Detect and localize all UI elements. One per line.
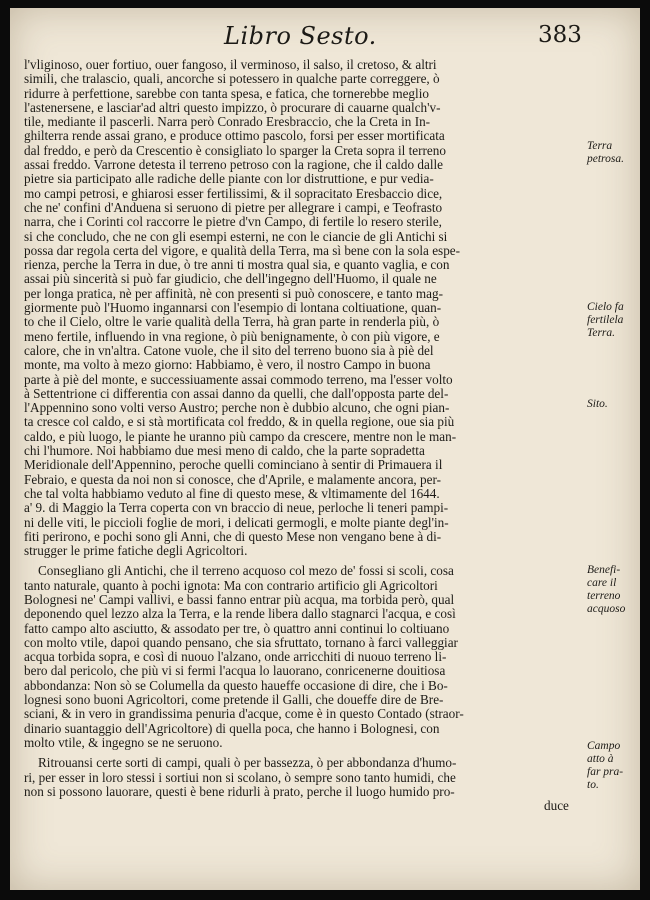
- margin-note-line: acquoso: [587, 603, 626, 615]
- text-line: si che concludo, che ne con gli esempi esterni, ne con le ciancie de gli Antichi si: [24, 229, 448, 244]
- margin-note-line: care il: [587, 577, 617, 589]
- text-line: giormente può l'Huomo ingannarsi con l'esempio di lontana coltiuatione, quan-: [24, 301, 442, 316]
- margin-note-line: fertilela: [587, 314, 624, 326]
- text-line: bero dal pericolo, che più vi si fermi l'acqua lo lauorano, conricenerne douitiosa: [24, 664, 446, 679]
- margin-note-line: Terra.: [587, 327, 616, 339]
- text-line: Consegliano gli Antichi, che il terreno acquoso col mezo de' fossi si scoli, cosa: [38, 564, 454, 579]
- text-line: a' 9. di Maggio la Terra coperta con vn braccio di neue, perloche li teneri pampi-: [24, 501, 449, 516]
- text-line: à Settentrione ci differentia con assai danno da quelli, che dall'opposta parte del-: [24, 386, 449, 401]
- margin-note-sito: [587, 398, 639, 411]
- margin-note-line: Benefi-: [587, 564, 621, 576]
- text-line: monte, ma volto à mezo giorno: Habbiamo, è vero, il nostro Campo in buona: [24, 358, 431, 373]
- running-head-title: Libro Sesto.: [224, 22, 377, 50]
- text-line: Meridionale dell'Appennino, peroche quelli cominciano à sentir di Primauera il: [24, 458, 443, 473]
- text-line: ghilterra rende assai grano, e produce ottimo pascolo, forsi per esser mortificata: [24, 129, 445, 144]
- text-line: che tal volta habbiamo veduto al fine di questo mese, & vltimamente del 1644.: [24, 486, 440, 501]
- text-line: Febraio, e questa da noi non si conosce, che d'Aprile, e malamente ancora, per-: [24, 472, 441, 487]
- text-line: calore, che in vn'altra. Catone vuole, che il sito del terreno buono sia à piè del: [24, 343, 434, 358]
- text-line: lognesi sono buoni Agricoltori, come pretende il Galli, che doueffe dire de Bre-: [24, 693, 444, 708]
- margin-note-line: Terra: [587, 140, 613, 152]
- margin-note-campo-prato: [587, 740, 639, 792]
- text-line: assai più sincerità si può far giudicio, che dell'ingegno dell'Huomo, il quale ne: [24, 272, 437, 287]
- margin-note-line: terreno: [587, 590, 621, 602]
- text-line: rienza, perche la Terra in due, ò tre anni ti mostra qual sia, e quanto vaglia, e con: [24, 258, 450, 273]
- text-line: dal freddo, e però da Crescentio è consigliato lo sparger la Creta sopra il terreno: [24, 143, 446, 158]
- margin-note-line: Sito.: [587, 398, 608, 410]
- text-line: dinario suantaggio dell'Agricoltore) di quella poca, che hanno i Bolognesi, con: [24, 721, 440, 736]
- text-line: acqua torbida sopra, e così di nuouo l'alzano, onde arricchiti di nuouo terreno li-: [24, 650, 447, 665]
- text-line: Ritrouansi certe sorti di campi, quali ò per bassezza, ò per abbondanza d'humo-: [38, 756, 457, 771]
- text-line: ri, per esser in loro stessi i sortiui non si scolano, ò sempre sono tanto humidi, che: [24, 770, 456, 785]
- text-line: tanto naturale, quanto à pochi ignota: Ma con contrario artificio gli Agricoltori: [24, 578, 438, 593]
- body-text: [24, 58, 580, 813]
- text-line: deponendo quel lezzo alza la Terra, e la rende libera dallo stagnarci l'acqua, e così: [24, 607, 456, 622]
- book-page: [10, 8, 640, 890]
- text-line: parte à piè del monte, e successiuamente assai commodo terreno, ma l'esser volto: [24, 372, 453, 387]
- text-line: ta cresce col caldo, e si stà mortificata col freddo, & in quella regione, oue sia più: [24, 415, 455, 430]
- text-line: pietre sia participato alle radiche delle piante con lor distruttione, e pur vedia-: [24, 172, 434, 187]
- text-line: chi l'humore. Noi habbiamo due mesi meno di caldo, che la parte sopradetta: [24, 444, 425, 459]
- text-line: possa dar regola certa del vigore, e qualità della Terra, ma sì bene con la sola espe-: [24, 243, 461, 258]
- margin-note-line: Cielo fa: [587, 301, 624, 313]
- margin-note-terra-petrosa: [587, 140, 639, 166]
- text-line: abbondanza: Non sò se Columella da questo haueffe occasione di dire, che i Bo-: [24, 678, 448, 693]
- text-line: non si possono lauorare, questi è bene ridurli à prato, perche il luogo humido pro-: [24, 784, 455, 799]
- text-line: ni delle viti, le piccioli foglie de mori, i delicati germogli, e molte piante degl'in-: [24, 515, 449, 530]
- page-number: 383: [538, 22, 582, 48]
- text-line: molto vtile, & ingegno se ne seruono.: [24, 735, 223, 750]
- text-line: l'Appennino sono volti verso Austro; perche non è dubbio alcuno, che ogni pian-: [24, 401, 450, 416]
- text-line: caldo, e più luogo, le piante he uranno più campo da crescere, mentre non le man-: [24, 429, 457, 444]
- margin-note-line: petrosa.: [587, 153, 624, 165]
- text-line: assai freddo. Varrone detesta il terreno petroso con la ragione, che il caldo dalle: [24, 158, 444, 173]
- margin-note-line: to.: [587, 779, 599, 791]
- margin-note-line: far pra-: [587, 766, 624, 778]
- text-line: fatto campo alto asciutto, & assodato per tre, ò quattro anni continui lo coltiuano: [24, 621, 450, 636]
- text-line: per longa pratica, nè per affinità, nè con presenti si può conoscere, e tanto mag-: [24, 286, 444, 301]
- text-line: l'vliginoso, ouer fortiuo, ouer fangoso, il verminoso, il salso, il cretoso, & altri: [24, 58, 437, 72]
- text-line: strugger le prime fatiche degli Agricoltori.: [24, 544, 248, 559]
- margin-note-beneficare: [587, 564, 639, 616]
- margin-note-cielo: [587, 301, 639, 340]
- margin-note-line: atto à: [587, 753, 614, 765]
- text-line: meno fertile, influendo in vna regione, ò più benignamente, ò con più vigore, e: [24, 329, 440, 344]
- text-line: tile, mediante il pascerli. Narra però Conrado Eresbraccio, che la Creta in In-: [24, 115, 431, 130]
- text-line: che ne' confini d'Anduena si seruono di pietre per allegrare i campi, e Teofrasto: [24, 200, 443, 215]
- text-line: ridurre à perfettione, sarebbe con tanta spesa, e fatica, che tornerebbe meglio: [24, 86, 429, 101]
- text-line: to che il Cielo, oltre le varie qualità della Terra, hà gran parte in renderla più, ò: [24, 315, 440, 330]
- text-line: duce: [544, 799, 569, 814]
- text-line: fiti perirono, e pochi sono gli Anni, che di questo Mese non vengano bene à di-: [24, 529, 442, 544]
- text-line: simili, che tralascio, quali, ancorche si potessero in qualche parte correggere, ò: [24, 72, 440, 87]
- text-line: narra, che i Corinti col raccorre le pietre d'vn Campo, di fertile lo resero sterile,: [24, 215, 442, 230]
- margin-note-line: Campo: [587, 740, 621, 752]
- text-line: sciani, & in vero in grandissima penuria d'acque, come è in questo Contado (straor-: [24, 707, 464, 722]
- text-line: mo campi petrosi, e ghiarosi esser fertilissimi, & il sopracitato Eresbaccio dice,: [24, 186, 443, 201]
- text-line: l'astenersene, e lasciar'ad altri questo impizzo, ò procurare di cauarne qualch'v-: [24, 100, 441, 115]
- text-line: Bolognesi ne' Campi vallivi, e bassi fanno entrar più acqua, ma torbida però, qual: [24, 592, 455, 607]
- text-line: con molto vtile, dapoi quando pensano, che sia sfruttato, tornano à farci valleggiar: [24, 635, 458, 650]
